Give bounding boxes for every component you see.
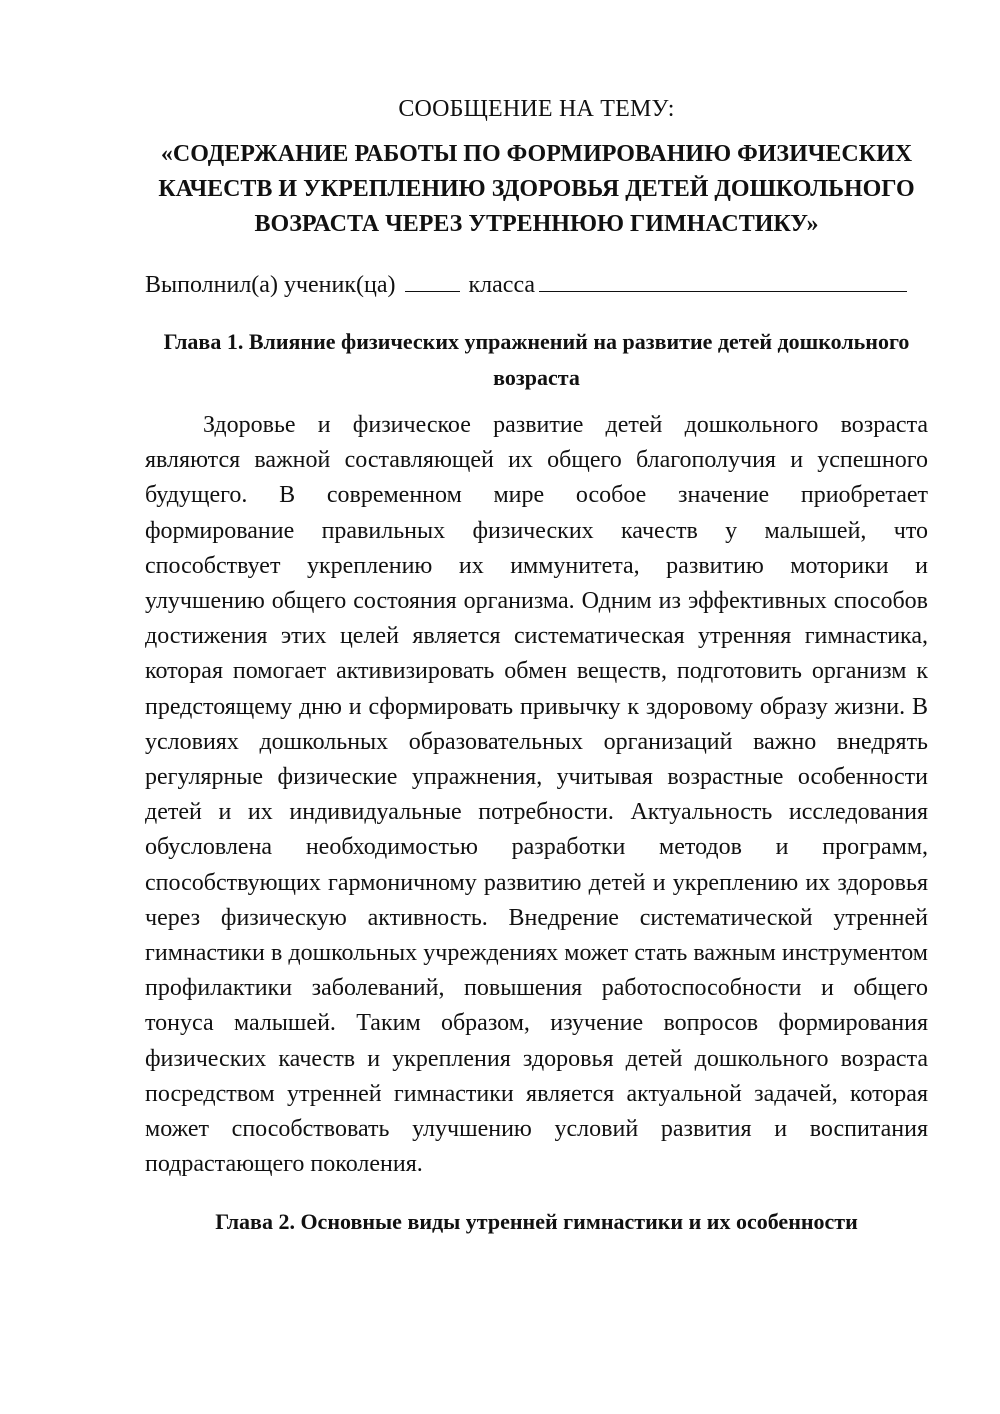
document-title: «СОДЕРЖАНИЕ РАБОТЫ ПО ФОРМИРОВАНИЮ ФИЗИЧЕСКИХ КАЧЕСТВ И УКРЕПЛЕНИЮ ЗДОРОВЬЯ ДЕТЕЙ ДОШКОЛЬНОГО ВОЗРАСТА ЧЕРЕЗ УТРЕННЮЮ ГИМНАСТИКУ»: [158, 141, 915, 237]
name-blank: [539, 267, 907, 292]
chapter-2-heading: Глава 2. Основные виды утренней гимнастики и их особенности: [215, 1209, 858, 1235]
chapter-1-heading: Глава 1. Влияние физических упражнений на развитие детей дошкольного возраста: [163, 329, 910, 390]
author-line: [145, 267, 928, 302]
page-content: [145, 91, 928, 1240]
document-type-label: СООБЩЕНИЕ НА ТЕМУ:: [398, 96, 675, 122]
class-word: класса: [468, 272, 536, 298]
class-blank: [405, 267, 460, 292]
author-prefix: Выполнил(а) ученик(ца): [145, 272, 396, 298]
chapter-1-paragraph: Здоровье и физическое развитие детей дошкольного возраста являются важной составляющей их общего благополучия и успешного будущего. В современном мире особое значение приобретает формирование правильных физических качеств у малышей, что способствует укреплению их иммунитета, развитию моторики и улучшению общего состояния организма. Одним из эффективных способов достижения этих целей является систематическая утренняя гимнастика, которая помогает активизировать обмен веществ, подготовить организм к предстоящему дню и сформировать привычку к здоровому образу жизни. В условиях дошкольных образовательных организаций важно внедрять регулярные физические упражнения, учитывая возрастные особенности детей и их индивидуальные потребности. Актуальность исследования обусловлена необходимостью разработки методов и программ, способствующих гармоничному развитию детей и укреплению их здоровья через физическую активность. Внедрение систематической утренней гимнастики в дошкольных учреждениях может стать важным инструментом профилактики заболеваний, повышения работоспособности и общего тонуса малышей. Таким образом, изучение вопросов формирования физических качеств и укрепления здоровья детей дошкольного возраста посредством утренней гимнастики является актуальной задачей, которая может способствовать улучшению условий развития и воспитания подрастающего поколения.: [145, 412, 928, 1178]
